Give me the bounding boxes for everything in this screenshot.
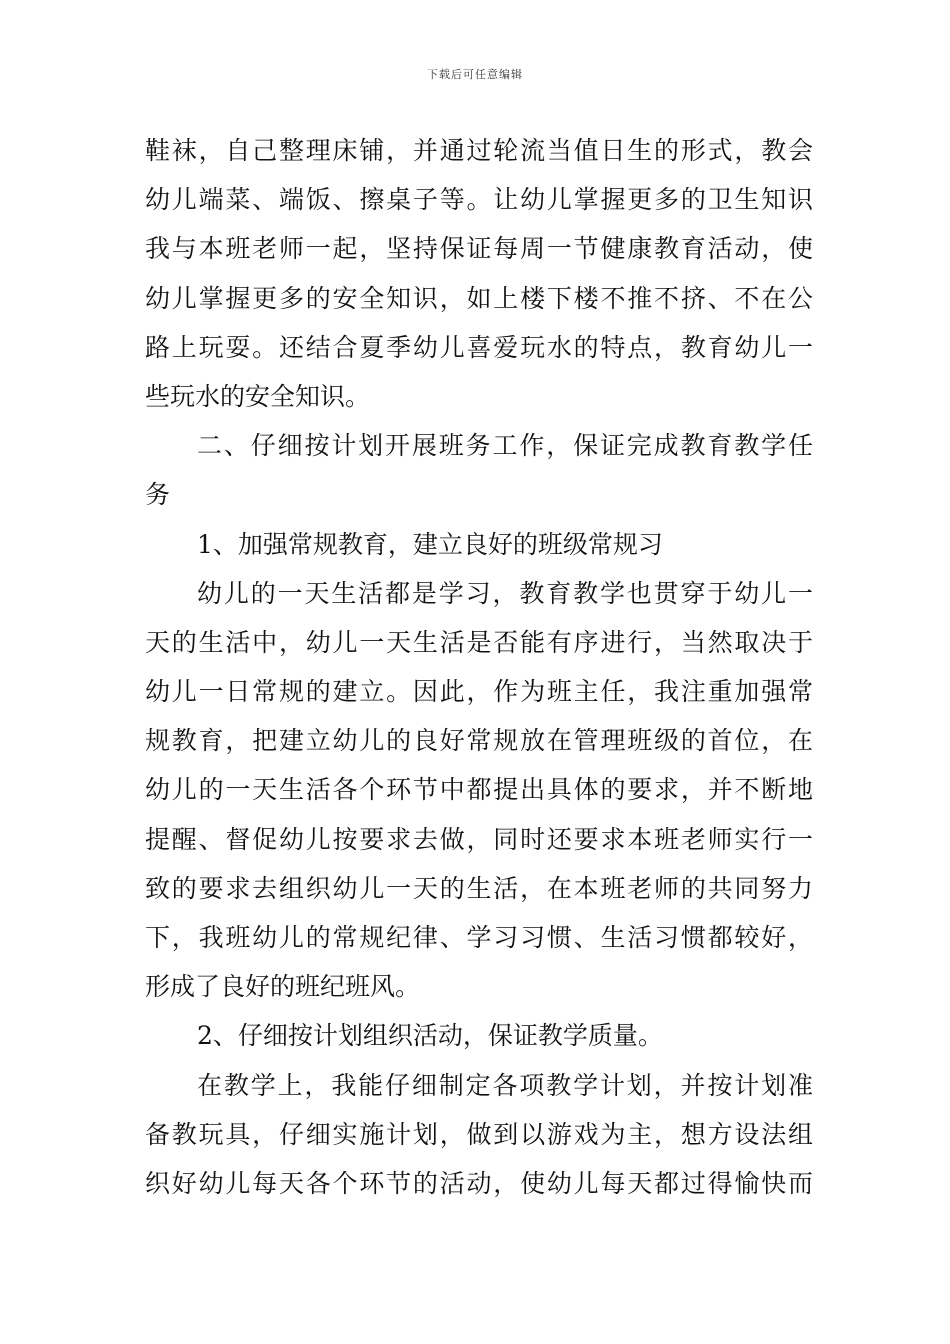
text-line: 形成了良好的班纪班风。 (145, 972, 421, 1002)
text-line: 下，我班幼儿的常规纪律、学习习惯、生活习惯都较好， (145, 923, 813, 952)
text-line: 规教育，把建立幼儿的良好常规放在管理班级的首位，在 (145, 726, 813, 756)
document-body (145, 126, 813, 1208)
download-note: 下载后可任意编辑 (427, 68, 523, 81)
text-line: 我与本班老师一起，坚持保证每周一节健康教育活动，使 (145, 234, 813, 264)
text-line: 提醒、督促幼儿按要求去做，同时还要求本班老师实行一 (145, 824, 813, 854)
paragraph-first-line: 在教学上，我能仔细制定各项教学计划，并按计划准 (197, 1070, 813, 1100)
text-line: 幼儿的一天生活各个环节中都提出具体的要求，并不断地 (145, 775, 813, 805)
text-line: 务 (145, 480, 171, 510)
paragraph-first-line: 1、加强常规教育，建立良好的班级常规习 (197, 529, 663, 559)
paragraph-first-line: 2、仔细按计划组织活动，保证教学质量。 (197, 1021, 663, 1051)
text-line: 织好幼儿每天各个环节的活动，使幼儿每天都过得愉快而 (145, 1168, 813, 1198)
text-line: 些玩水的安全知识。 (145, 381, 371, 411)
text-line: 幼儿一日常规的建立。因此，作为班主任，我注重加强常 (145, 677, 813, 707)
paragraph-first-line: 幼儿的一天生活都是学习，教育教学也贯穿于幼儿一 (197, 578, 813, 608)
text-line: 路上玩耍。还结合夏季幼儿喜爱玩水的特点，教育幼儿一 (145, 332, 813, 362)
text-line: 备教玩具，仔细实施计划，做到以游戏为主，想方设法组 (145, 1119, 813, 1149)
text-line: 鞋袜，自己整理床铺，并通过轮流当值日生的形式，教会 (145, 136, 813, 165)
text-line: 天的生活中，幼儿一天生活是否能有序进行，当然取决于 (145, 627, 813, 657)
text-line: 幼儿端菜、端饭、擦桌子等。让幼儿掌握更多的卫生知识 (145, 185, 813, 215)
text-line: 幼儿掌握更多的安全知识，如上楼下楼不推不挤、不在公 (145, 283, 813, 313)
paragraph-first-line: 二、仔细按计划开展班务工作，保证完成教育教学任 (197, 431, 813, 461)
text-line: 致的要求去组织幼儿一天的生活，在本班老师的共同努力 (145, 873, 813, 903)
